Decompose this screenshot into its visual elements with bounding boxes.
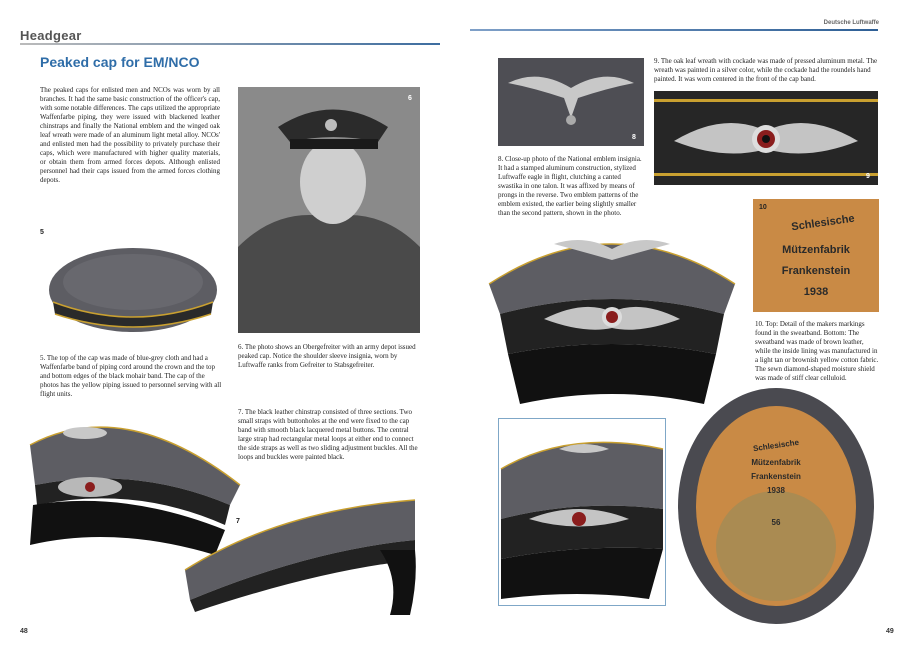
figure-8-photo — [498, 58, 644, 146]
page-title: Peaked cap for EM/NCO — [40, 54, 200, 70]
page-number-right: 49 — [886, 628, 894, 635]
maker-stamp-line3: Frankenstein — [781, 265, 851, 277]
header-rule-right — [470, 29, 878, 31]
inner-stamp-line4: 1938 — [767, 486, 785, 495]
figure-5-photo — [45, 232, 220, 342]
figure-5-number: 5 — [40, 229, 44, 236]
section-title: Headgear — [20, 28, 82, 43]
maker-stamp-line2: Mützenfabrik — [782, 244, 850, 256]
inner-stamp-line3: Frankenstein — [751, 472, 801, 481]
inner-stamp-line2: Mützenfabrik — [751, 458, 801, 467]
cap-interior-photo — [676, 386, 876, 626]
intro-text: The peaked caps for enlisted men and NCOs was worn by all branches. It had the same basic construction of the officer's cap, with some notable differences. The caps utilized the appropriate Waffenfarbe piping, they were issued with blackened leather chinstraps and finally the National emblem and the winged oak leaf wreath were made of an aluminum light metal alloy. NCOs' and enlisted men had the possibility to privately purchase their caps, which were manufactured with higher quality materials, or obtain them from armed forces depots. Although enlisted personnel had their caps issued from the armed forces clothing depots. — [40, 86, 220, 184]
inner-stamp-line1: Schlesische — [752, 437, 800, 454]
figure-7-number: 7 — [236, 518, 240, 525]
figure-6-caption: 6. The photo shows an Obergefreiter with an army depot issued peaked cap. Notice the shoulder sleeve insignia, worn by Luftwaffe ranks from Gefreiter to Stabsgefreiter. — [238, 343, 416, 369]
header-rule-left — [20, 43, 440, 45]
maker-stamp-line4: 1938 — [803, 286, 829, 298]
maker-stamp-line1: Schlesische — [790, 212, 856, 234]
inner-stamp-size: 56 — [771, 518, 781, 527]
figure-10-caption: 10. Top: Detail of the makers markings found in the sweatband. Bottom: The sweatband was made of brown leather, while the inside lining was manufactured in a light tan or brownish yellow cotton fabric. The sewn diamond-shaped moisture shield was made of stiff clear celluloid. — [755, 320, 879, 382]
figure-8-caption: 8. Close-up photo of the National emblem insignia. It had a stamped aluminum construction, stylized Luftwaffe eagle in flight, clutching a canted swastika in one talon. It was affixed by means of prongs in the reverse. Two emblem patterns of the emblem existed, the earlier being slightly smaller than the second pattern, shown in the photo. — [498, 155, 642, 217]
figure-6-photo — [238, 87, 420, 333]
figure-7-photo-side — [180, 490, 420, 620]
figure-9-photo — [654, 91, 878, 185]
figure-9-number: 9 — [866, 173, 870, 180]
figure-8-number: 8 — [632, 134, 636, 141]
figure-7-caption: 7. The black leather chinstrap consisted of three sections. Two small straps with buttonholes at the end were fixed to the cap band with smooth black lacquered metal buttons. The central large strap had rectangular metal loops at either end to connect the side straps as well as two sliding adjustment buckles. All the loops and buckles were painted black. — [238, 408, 418, 461]
figure-10-number: 10 — [759, 204, 767, 211]
page-number-left: 48 — [20, 628, 28, 635]
figure-5-caption: 5. The top of the cap was made of blue-grey cloth and had a Waffenfarbe band of piping cord around the crown and the top and bottom edges of the black mohair band. The cap of the photos has the yellow piping issued to personnel serving with all flight units. — [40, 354, 222, 398]
main-cap-photo — [484, 224, 740, 408]
framed-cap-photo — [498, 418, 666, 606]
figure-6-number: 6 — [408, 95, 412, 102]
figure-10-label-photo — [753, 199, 879, 312]
figure-9-caption: 9. The oak leaf wreath with cockade was made of pressed aluminum metal. The wreath was painted in a silver color, while the cockade had the roundels hand painted. It was worn centered in the front of the cap band. — [654, 57, 878, 83]
book-title: Deutsche Luftwaffe — [823, 20, 879, 26]
